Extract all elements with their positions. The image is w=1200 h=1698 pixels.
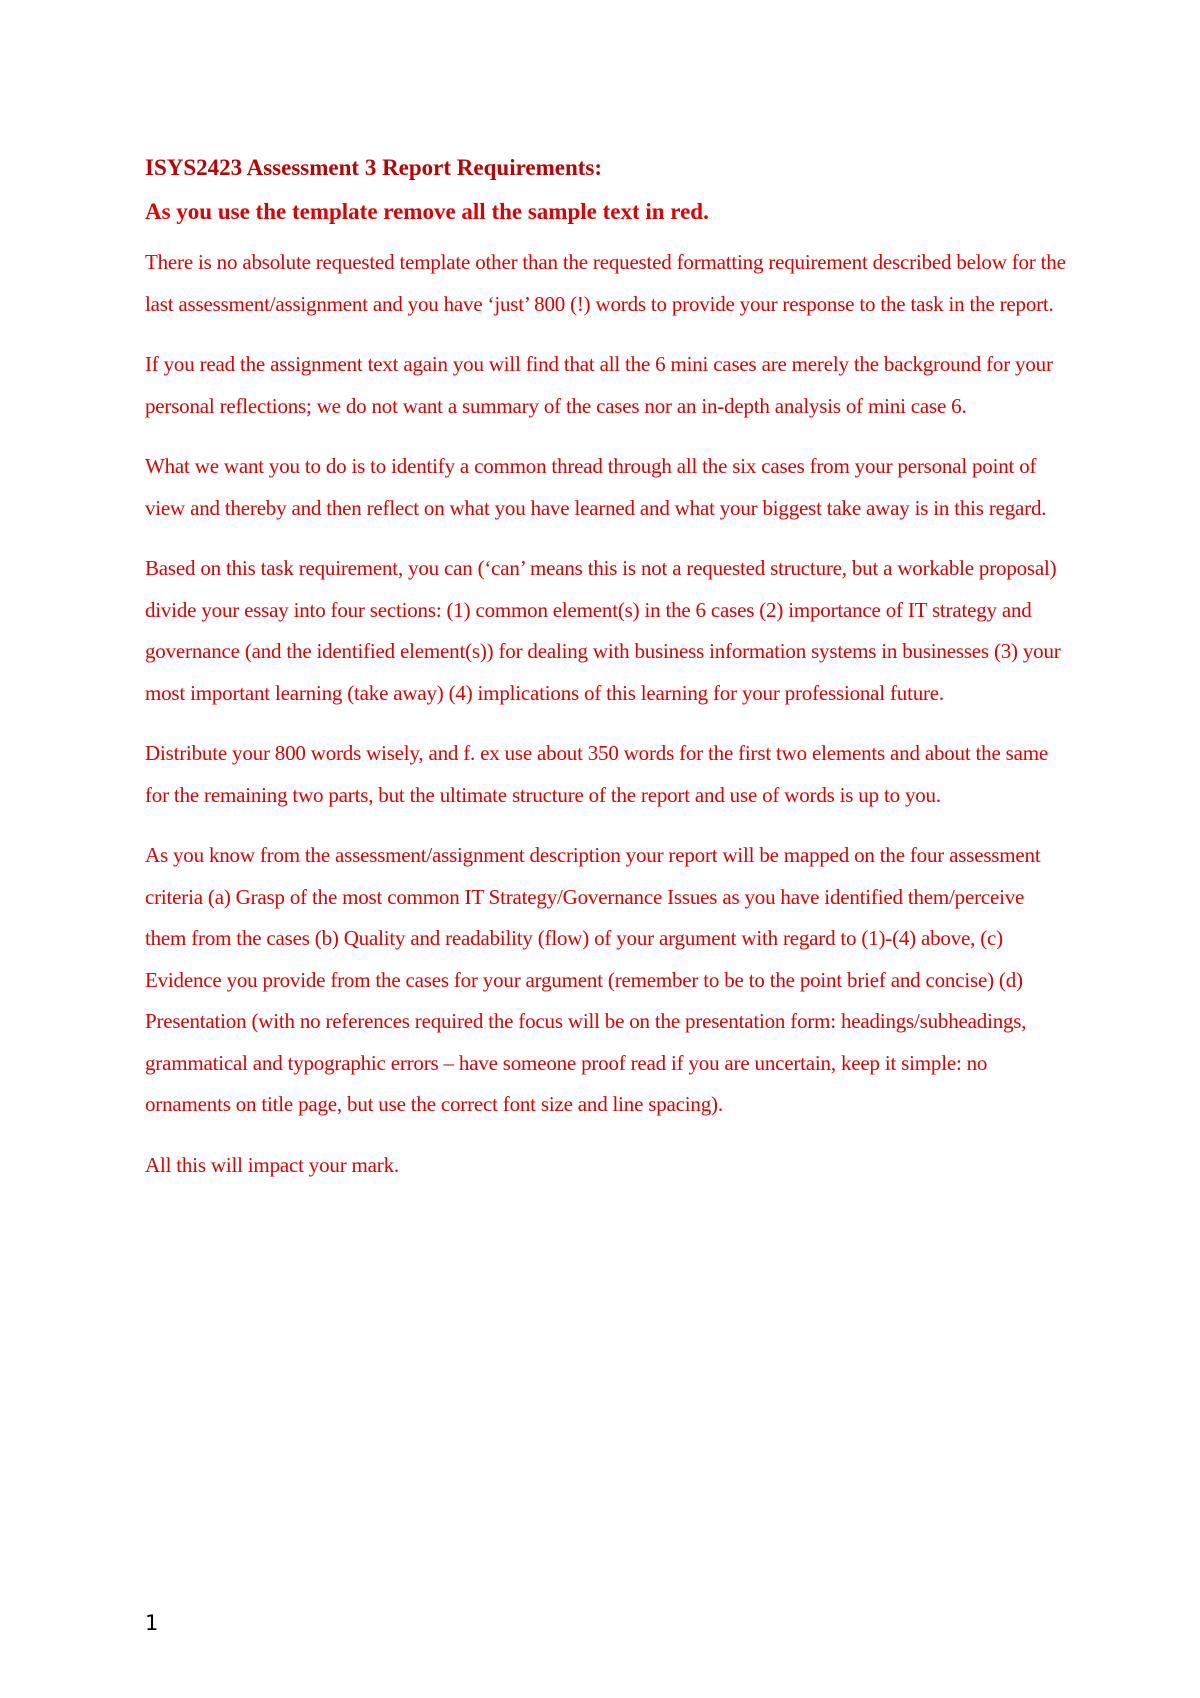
document-body: [145, 152, 1070, 1205]
paragraph-template-note: There is no absolute requested template other than the requested formatting requirement described below for the last assessment/assignment and you have ‘just’ 800 (!) words to provide your response to the task in the report.: [145, 250, 1066, 316]
paragraph-impact: All this will impact your mark.: [145, 1152, 399, 1177]
page-number: 1: [145, 1611, 159, 1635]
paragraph-structure: Based on this task requirement, you can (‘can’ means this is not a requested structure, but a workable proposal) divide your essay into four sections: (1) common element(s) in the 6 cases (2) importance of IT strategy and governance (and the identified element(s)) for dealing with business information systems in businesses (3) your most important learning (take away) (4) implications of this learning for your professional future.: [145, 556, 1061, 705]
paragraph-assessment-criteria: As you know from the assessment/assignment description your report will be mapped on the four assessment criteria (a) Grasp of the most common IT Strategy/Governance Issues as you have identified them/perceive them from the cases (b) Quality and readability (flow) of your argument with regard to (1)-(4) above, (c) Evidence you provide from the cases for your argument (remember to be to the point brief and concise) (d) Presentation (with no references required the focus will be on the presentation form: headings/subheadings, grammatical and typographic errors – have someone proof read if you are uncertain, keep it simple: no ornaments on title page, but use the correct font size and line spacing).: [145, 843, 1041, 1116]
document-subtitle: As you use the template remove all the sample text in red.: [145, 199, 709, 224]
paragraph-word-distribution: Distribute your 800 words wisely, and f. ex use about 350 words for the first two elements and about the same for the remaining two parts, but the ultimate structure of the report and use of words is up to you.: [145, 741, 1048, 807]
document-title: ISYS2423 Assessment 3 Report Requirements:: [145, 155, 603, 180]
paragraph-common-thread: What we want you to do is to identify a common thread through all the six cases from your personal point of view and thereby and then reflect on what you have learned and what your biggest take away is in this regard.: [145, 454, 1047, 520]
paragraph-mini-cases: If you read the assignment text again you will find that all the 6 mini cases are merely the background for your personal reflections; we do not want a summary of the cases nor an in-depth analysis of mini case 6.: [145, 352, 1053, 418]
